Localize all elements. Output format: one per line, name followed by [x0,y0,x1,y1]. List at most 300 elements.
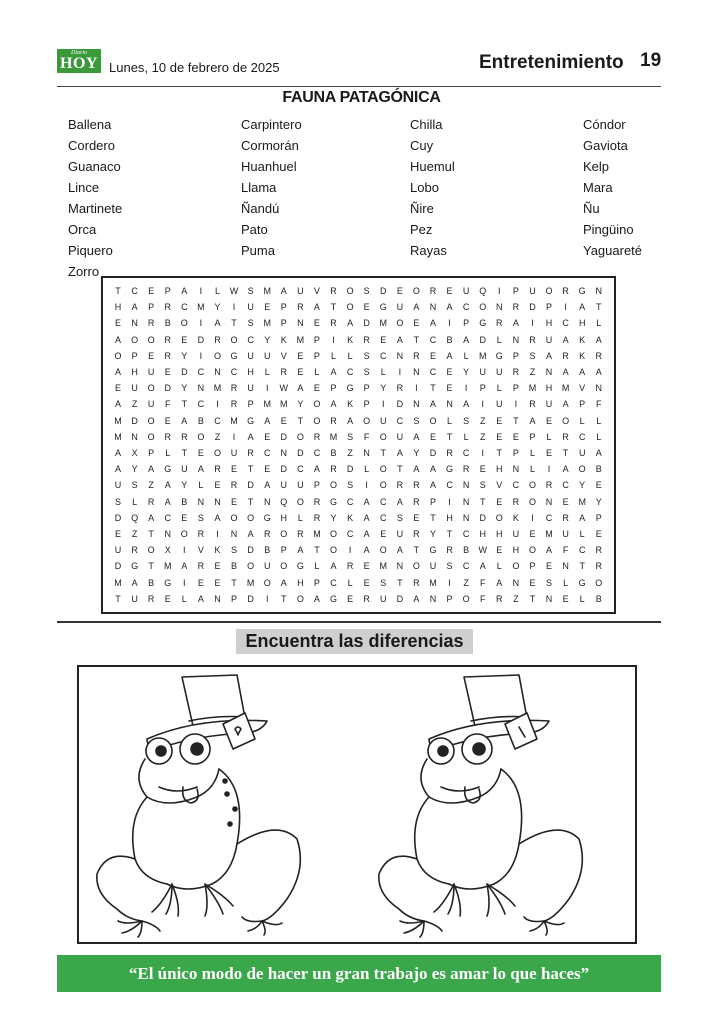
grid-letter[interactable]: E [562,593,569,604]
grid-letter[interactable]: M [478,350,487,361]
grid-letter[interactable]: H [496,464,503,475]
grid-letter[interactable]: I [498,286,501,296]
grid-letter[interactable]: S [529,350,536,361]
grid-letter[interactable]: A [313,302,320,313]
grid-letter[interactable]: R [313,512,321,523]
grid-letter[interactable]: R [396,383,404,394]
grid-letter[interactable]: O [528,545,536,556]
grid-letter[interactable]: O [412,286,420,296]
grid-letter[interactable]: E [280,415,287,426]
grid-letter[interactable]: L [314,561,320,572]
grid-letter[interactable]: R [413,350,420,361]
grid-letter[interactable]: P [512,383,519,394]
grid-letter[interactable]: P [512,350,519,361]
grid-letter[interactable]: P [330,383,337,394]
grid-letter[interactable]: U [396,302,404,313]
grid-letter[interactable]: A [148,512,155,523]
grid-letter[interactable]: E [413,318,420,329]
grid-letter[interactable]: L [314,367,320,377]
grid-letter[interactable]: G [578,577,586,588]
grid-letter[interactable]: S [247,286,254,296]
grid-letter[interactable]: O [313,415,321,426]
grid-letter[interactable]: O [412,561,420,572]
grid-letter[interactable]: W [478,545,487,556]
grid-letter[interactable]: M [313,529,321,539]
grid-letter[interactable]: C [562,480,569,491]
grid-letter[interactable]: C [562,318,569,329]
grid-letter[interactable]: R [164,350,171,361]
grid-letter[interactable]: F [479,577,486,588]
grid-letter[interactable]: K [579,350,586,361]
grid-letter[interactable]: P [280,302,287,313]
grid-letter[interactable]: Y [330,512,337,523]
grid-letter[interactable]: F [164,399,171,410]
grid-letter[interactable]: I [448,577,451,588]
grid-letter[interactable]: T [181,448,188,458]
grid-letter[interactable]: L [596,431,602,442]
grid-letter[interactable]: Y [595,496,602,507]
grid-letter[interactable]: A [197,593,204,604]
grid-letter[interactable]: D [380,286,387,296]
grid-letter[interactable]: L [331,350,337,361]
grid-letter[interactable]: Q [131,512,139,523]
grid-letter[interactable]: E [181,512,188,523]
grid-letter[interactable]: I [365,480,368,491]
grid-letter[interactable]: U [562,529,569,539]
grid-letter[interactable]: S [347,431,354,442]
grid-letter[interactable]: U [380,593,387,604]
grid-letter[interactable]: P [280,545,287,556]
grid-letter[interactable]: O [512,561,520,572]
grid-letter[interactable]: W [279,383,289,394]
grid-letter[interactable]: P [148,302,155,313]
grid-letter[interactable]: O [330,480,338,491]
grid-letter[interactable]: E [529,529,536,539]
grid-letter[interactable]: U [247,383,254,394]
grid-letter[interactable]: U [297,286,304,296]
grid-letter[interactable]: P [313,334,320,345]
grid-letter[interactable]: I [448,318,451,329]
grid-letter[interactable]: G [131,561,139,572]
grid-letter[interactable]: R [330,415,337,426]
grid-letter[interactable]: V [579,383,586,394]
grid-letter[interactable]: A [164,480,171,491]
grid-letter[interactable]: B [264,545,271,556]
grid-letter[interactable]: O [131,334,139,345]
grid-letter[interactable]: U [247,350,254,361]
grid-letter[interactable]: D [247,480,254,491]
grid-letter[interactable]: O [213,350,221,361]
grid-letter[interactable]: P [479,383,486,394]
grid-letter[interactable]: U [529,286,536,296]
grid-letter[interactable]: R [396,480,404,491]
grid-letter[interactable]: E [380,334,387,345]
grid-letter[interactable]: S [396,512,403,523]
grid-letter[interactable]: A [595,367,602,377]
grid-letter[interactable]: A [330,367,337,377]
grid-letter[interactable]: I [564,302,567,313]
grid-letter[interactable]: E [363,302,370,313]
grid-letter[interactable]: Z [513,593,519,604]
grid-letter[interactable]: S [131,480,138,491]
grid-letter[interactable]: A [595,334,602,345]
grid-letter[interactable]: U [280,480,288,491]
grid-letter[interactable]: O [528,496,536,507]
grid-letter[interactable]: L [496,561,502,572]
grid-letter[interactable]: L [463,431,469,442]
grid-letter[interactable]: B [231,561,238,572]
grid-letter[interactable]: R [330,318,337,329]
grid-letter[interactable]: B [148,577,155,588]
grid-letter[interactable]: P [579,399,586,410]
grid-letter[interactable]: N [263,496,271,507]
grid-letter[interactable]: R [346,561,354,572]
grid-letter[interactable]: I [216,399,219,410]
grid-letter[interactable]: H [545,318,553,329]
grid-letter[interactable]: N [595,383,603,394]
grid-letter[interactable]: R [164,334,171,345]
grid-letter[interactable]: F [562,545,569,556]
grid-letter[interactable]: E [114,529,121,539]
grid-letter[interactable]: B [595,593,602,604]
grid-letter[interactable]: A [579,302,586,313]
grid-letter[interactable]: R [446,545,453,556]
grid-letter[interactable]: Y [579,480,586,491]
grid-letter[interactable]: N [230,529,238,539]
grid-letter[interactable]: M [429,577,437,588]
grid-letter[interactable]: N [413,399,420,410]
grid-letter[interactable]: A [512,318,519,329]
grid-letter[interactable]: R [313,431,321,442]
grid-letter[interactable]: P [363,383,370,394]
grid-letter[interactable]: D [396,399,404,410]
grid-letter[interactable]: E [231,496,238,507]
grid-letter[interactable]: K [347,399,354,410]
grid-letter[interactable]: D [164,383,171,394]
grid-letter[interactable]: O [545,286,553,296]
grid-letter[interactable]: L [447,415,453,426]
grid-letter[interactable]: A [463,399,470,410]
grid-letter[interactable]: S [347,480,354,491]
grid-letter[interactable]: G [296,561,304,572]
grid-letter[interactable]: T [247,496,254,507]
grid-letter[interactable]: U [230,448,238,458]
grid-letter[interactable]: P [131,350,138,361]
grid-letter[interactable]: T [596,302,602,313]
grid-letter[interactable]: T [430,383,436,394]
grid-letter[interactable]: A [595,448,602,458]
grid-letter[interactable]: I [531,318,534,329]
grid-letter[interactable]: Y [181,383,188,394]
grid-letter[interactable]: E [479,464,486,475]
grid-letter[interactable]: R [545,480,553,491]
grid-letter[interactable]: R [230,399,238,410]
grid-letter[interactable]: U [545,334,553,345]
grid-letter[interactable]: A [297,383,304,394]
grid-letter[interactable]: A [247,529,254,539]
grid-letter[interactable]: P [363,399,370,410]
grid-letter[interactable]: S [363,286,370,296]
grid-letter[interactable]: L [546,431,552,442]
grid-letter[interactable]: K [347,512,354,523]
grid-letter[interactable]: A [579,367,586,377]
grid-letter[interactable]: L [529,448,535,458]
grid-letter[interactable]: Z [347,448,353,458]
grid-letter[interactable]: A [363,512,370,523]
grid-letter[interactable]: E [595,480,602,491]
grid-letter[interactable]: N [197,383,205,394]
grid-letter[interactable]: P [512,448,519,458]
grid-letter[interactable]: E [562,496,569,507]
grid-letter[interactable]: L [463,350,469,361]
grid-letter[interactable]: R [512,302,520,313]
grid-letter[interactable]: R [496,318,503,329]
grid-letter[interactable]: A [330,399,337,410]
grid-letter[interactable]: C [446,480,453,491]
grid-letter[interactable]: R [197,561,205,572]
grid-letter[interactable]: A [264,415,271,426]
grid-letter[interactable]: P [148,448,155,458]
grid-letter[interactable]: D [280,464,288,475]
grid-letter[interactable]: R [429,286,437,296]
grid-letter[interactable]: I [232,302,236,313]
grid-letter[interactable]: N [562,561,569,572]
grid-letter[interactable]: C [131,286,138,296]
grid-letter[interactable]: C [429,367,437,377]
grid-letter[interactable]: T [397,577,403,588]
grid-letter[interactable]: R [297,529,304,539]
grid-letter[interactable]: M [246,577,255,588]
grid-letter[interactable]: I [415,383,418,394]
grid-letter[interactable]: Y [181,480,188,491]
grid-letter[interactable]: O [280,561,288,572]
grid-letter[interactable]: N [197,496,205,507]
grid-letter[interactable]: D [429,448,437,458]
grid-letter[interactable]: U [512,529,520,539]
grid-letter[interactable]: P [247,399,254,410]
grid-letter[interactable]: T [496,448,503,458]
grid-letter[interactable]: H [131,367,138,377]
grid-letter[interactable]: S [114,496,121,507]
grid-letter[interactable]: L [347,350,353,361]
grid-letter[interactable]: C [313,448,321,458]
grid-letter[interactable]: R [147,593,155,604]
grid-letter[interactable]: K [347,334,354,345]
grid-letter[interactable]: A [197,464,204,475]
grid-letter[interactable]: H [496,529,503,539]
grid-letter[interactable]: D [114,561,122,572]
grid-letter[interactable]: U [429,561,437,572]
grid-letter[interactable]: L [347,577,353,588]
grid-letter[interactable]: M [528,383,537,394]
grid-letter[interactable]: E [297,367,304,377]
grid-letter[interactable]: A [546,350,553,361]
grid-letter[interactable]: T [413,334,420,345]
grid-letter[interactable]: R [313,496,321,507]
grid-letter[interactable]: O [147,545,155,556]
grid-letter[interactable]: D [247,593,254,604]
grid-letter[interactable]: I [265,383,269,394]
grid-letter[interactable]: N [429,593,437,604]
grid-letter[interactable]: C [230,367,238,377]
grid-letter[interactable]: E [313,383,320,394]
grid-letter[interactable]: A [164,496,171,507]
grid-letter[interactable]: D [280,431,288,442]
grid-letter[interactable]: O [313,399,321,410]
grid-letter[interactable]: E [181,334,188,345]
grid-letter[interactable]: E [546,415,553,426]
grid-letter[interactable]: C [380,350,387,361]
grid-letter[interactable]: K [214,545,221,556]
grid-letter[interactable]: A [413,464,420,475]
grid-letter[interactable]: E [164,367,171,377]
grid-letter[interactable]: A [313,593,320,604]
grid-letter[interactable]: R [147,318,155,329]
grid-letter[interactable]: M [379,561,387,572]
grid-letter[interactable]: A [413,302,420,313]
grid-letter[interactable]: T [314,545,320,556]
grid-letter[interactable]: T [148,561,154,572]
grid-letter[interactable]: H [280,512,288,523]
grid-letter[interactable]: H [297,577,304,588]
grid-letter[interactable]: T [446,431,453,442]
grid-letter[interactable]: A [363,545,370,556]
grid-letter[interactable]: I [448,496,451,507]
grid-letter[interactable]: S [197,512,204,523]
grid-letter[interactable]: G [247,415,255,426]
grid-letter[interactable]: E [197,448,204,458]
grid-letter[interactable]: M [263,399,271,410]
grid-letter[interactable]: N [280,448,288,458]
grid-letter[interactable]: M [197,302,205,313]
grid-letter[interactable]: A [529,415,536,426]
grid-letter[interactable]: E [595,529,602,539]
grid-letter[interactable]: P [529,561,536,572]
grid-letter[interactable]: A [396,545,403,556]
grid-letter[interactable]: A [579,512,586,523]
grid-letter[interactable]: G [446,464,454,475]
grid-letter[interactable]: O [230,512,238,523]
grid-letter[interactable]: A [562,464,569,475]
grid-letter[interactable]: G [164,577,172,588]
grid-letter[interactable]: L [264,367,270,377]
grid-letter[interactable]: M [545,529,553,539]
grid-letter[interactable]: D [396,593,404,604]
grid-letter[interactable]: R [529,399,536,410]
grid-letter[interactable]: R [280,367,288,377]
grid-letter[interactable]: R [512,496,520,507]
grid-letter[interactable]: O [379,431,387,442]
grid-letter[interactable]: Z [148,480,154,491]
grid-letter[interactable]: R [330,286,337,296]
grid-letter[interactable]: N [363,448,370,458]
grid-letter[interactable]: A [131,577,138,588]
grid-letter[interactable]: N [462,512,470,523]
grid-letter[interactable]: R [214,464,221,475]
grid-letter[interactable]: L [529,464,535,475]
grid-letter[interactable]: R [562,431,569,442]
grid-letter[interactable]: C [263,448,271,458]
grid-letter[interactable]: A [396,448,403,458]
grid-letter[interactable]: T [529,593,536,604]
grid-letter[interactable]: W [229,286,239,296]
grid-letter[interactable]: D [479,512,486,523]
grid-letter[interactable]: I [381,399,385,410]
grid-letter[interactable]: D [529,302,536,313]
grid-letter[interactable]: R [181,431,188,442]
grid-letter[interactable]: M [230,415,238,426]
grid-letter[interactable]: B [463,545,470,556]
grid-letter[interactable]: R [496,593,503,604]
grid-letter[interactable]: C [346,496,354,507]
grid-letter[interactable]: B [330,448,337,458]
grid-letter[interactable]: A [114,334,121,345]
grid-letter[interactable]: N [545,367,553,377]
grid-letter[interactable]: O [180,318,188,329]
grid-letter[interactable]: A [446,350,453,361]
grid-letter[interactable]: A [330,561,337,572]
grid-letter[interactable]: R [363,334,370,345]
grid-letter[interactable]: R [462,464,470,475]
grid-letter[interactable]: L [496,334,502,345]
grid-letter[interactable]: R [512,367,520,377]
grid-letter[interactable]: K [280,334,287,345]
grid-letter[interactable]: H [545,383,553,394]
grid-letter[interactable]: T [430,512,436,523]
grid-letter[interactable]: I [547,464,551,475]
grid-letter[interactable]: O [247,561,255,572]
grid-letter[interactable]: C [214,415,221,426]
grid-letter[interactable]: C [346,529,354,539]
grid-letter[interactable]: E [363,577,370,588]
grid-letter[interactable]: L [297,512,303,523]
grid-letter[interactable]: N [462,496,470,507]
grid-letter[interactable]: R [164,302,171,313]
grid-letter[interactable]: A [214,512,221,523]
grid-letter[interactable]: A [429,464,436,475]
grid-letter[interactable]: N [214,367,221,377]
grid-letter[interactable]: A [413,593,420,604]
grid-letter[interactable]: C [462,302,470,313]
grid-letter[interactable]: O [330,529,338,539]
grid-letter[interactable]: C [380,512,387,523]
grid-letter[interactable]: E [546,448,553,458]
grid-letter[interactable]: O [147,383,155,394]
grid-letter[interactable]: O [346,286,354,296]
grid-letter[interactable]: D [131,415,138,426]
grid-letter[interactable]: Y [380,383,387,394]
grid-letter[interactable]: I [199,350,203,361]
grid-letter[interactable]: O [296,496,304,507]
grid-letter[interactable]: T [513,415,519,426]
grid-letter[interactable]: P [446,593,453,604]
grid-letter[interactable]: A [396,496,403,507]
grid-letter[interactable]: T [231,577,237,588]
grid-letter[interactable]: M [114,415,122,426]
grid-letter[interactable]: T [281,593,287,604]
grid-letter[interactable]: E [413,512,420,523]
grid-letter[interactable]: E [496,545,503,556]
grid-letter[interactable]: U [247,302,254,313]
grid-letter[interactable]: E [148,286,155,296]
grid-letter[interactable]: V [496,480,503,491]
grid-letter[interactable]: A [429,318,436,329]
grid-letter[interactable]: T [115,593,121,604]
grid-letter[interactable]: N [413,367,420,377]
grid-letter[interactable]: E [529,577,536,588]
grid-letter[interactable]: N [214,496,221,507]
grid-letter[interactable]: G [495,350,503,361]
